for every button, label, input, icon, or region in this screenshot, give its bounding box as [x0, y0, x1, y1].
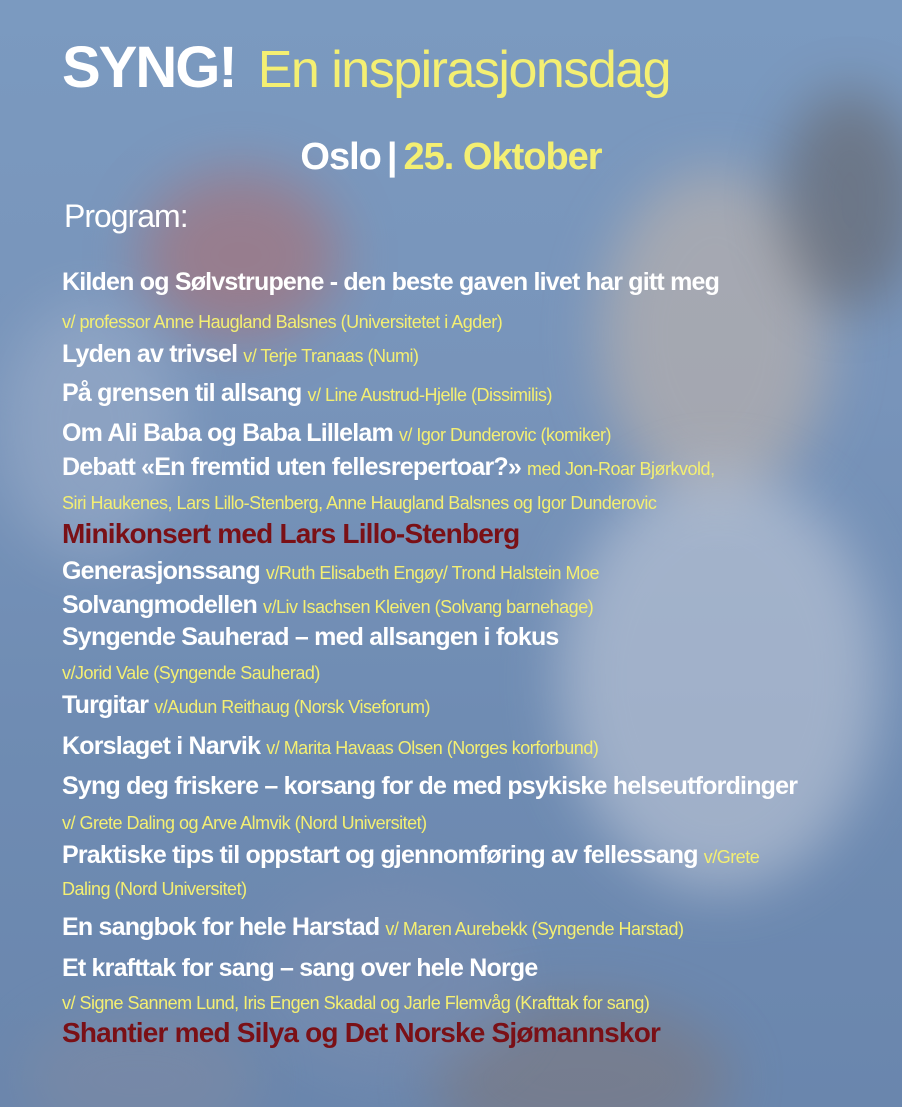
- program-item-speaker-line: [62, 493, 656, 514]
- title-subtitle: En inspirasjonsdag: [257, 41, 671, 99]
- separator: |: [386, 136, 398, 178]
- program-item-speaker: v/Ruth Elisabeth Engøy/ Trond Halstein Moe: [265, 563, 599, 583]
- program-item-highlight: [62, 1017, 660, 1049]
- program-item: [62, 954, 537, 983]
- program-item: [62, 453, 715, 482]
- program-item-speaker: v/Liv Isachsen Kleiven (Solvang barnehage): [262, 597, 594, 617]
- program-item-speaker: med Jon-Roar Bjørkvold,: [527, 459, 715, 479]
- program-item-title: Lyden av trivsel: [62, 340, 238, 368]
- program-item-speaker: v/ Marita Havaas Olsen (Norges korforbund): [266, 738, 599, 758]
- program-item-title: Shantier med Silya og Det Norske Sjømannskor: [62, 1017, 661, 1048]
- program-item: [62, 591, 593, 620]
- program-item: [62, 772, 797, 801]
- poster-title: [62, 34, 670, 101]
- program-item-speaker-line: [62, 312, 502, 333]
- program-item-title: Minikonsert med Lars Lillo-Stenberg: [62, 518, 520, 549]
- program-item-title: En sangbok for hele Harstad: [62, 913, 380, 941]
- program-item-speaker: Daling (Nord Universitet): [62, 879, 247, 899]
- program-item-title: Turgitar: [62, 691, 149, 719]
- program-item-title: Solvangmodellen: [62, 591, 257, 619]
- program-item-speaker: v/ professor Anne Haugland Balsnes (Universitetet i Agder): [62, 312, 503, 332]
- program-item-title: På grensen til allsang: [62, 379, 302, 407]
- program-item-speaker-line: [62, 993, 649, 1014]
- program-item-speaker-line: [62, 813, 427, 834]
- program-item-title: Praktiske tips til oppstart og gjennomføring av fellessang: [62, 841, 698, 869]
- program-item-speaker: v/Grete: [703, 847, 760, 867]
- program-item: [62, 340, 418, 369]
- program-item-title: Generasjonssang: [62, 557, 260, 585]
- program-heading: Program:: [64, 198, 188, 234]
- program-item-title: Debatt «En fremtid uten fellesrepertoar?»: [62, 453, 521, 481]
- title-main: SYNG!: [62, 35, 236, 100]
- program-item: [62, 913, 684, 942]
- program-item-speaker: v/ Maren Aurebekk (Syngende Harstad): [385, 919, 684, 939]
- program-item: [62, 419, 611, 448]
- program-item-speaker: v/ Terje Tranaas (Numi): [243, 346, 419, 366]
- program-item-speaker: Siri Haukenes, Lars Lillo-Stenberg, Anne Haugland Balsnes og Igor Dunderovic: [62, 493, 657, 513]
- event-location-date: [0, 136, 902, 179]
- program-item-title: Korslaget i Narvik: [62, 732, 261, 760]
- program-item-speaker: v/Jorid Vale (Syngende Sauherad): [62, 663, 320, 683]
- program-item-speaker: v/Audun Reithaug (Norsk Viseforum): [154, 697, 431, 717]
- program-item: [62, 841, 759, 870]
- program-item: [62, 268, 719, 297]
- program-item-highlight: [62, 518, 519, 550]
- event-date: 25. Oktober: [403, 136, 602, 178]
- program-item-speaker-line: [62, 663, 320, 684]
- program-item-speaker: v/ Signe Sannem Lund, Iris Engen Skadal og Jarle Flemvåg (Krafttak for sang): [62, 993, 650, 1013]
- program-item: [62, 379, 552, 408]
- program-item-title: Et krafttak for sang – sang over hele Norge: [62, 954, 538, 982]
- program-item-title: Kilden og Sølvstrupene - den beste gaven livet har gitt meg: [62, 268, 720, 296]
- program-item-speaker: v/ Grete Daling og Arve Almvik (Nord Universitet): [62, 813, 427, 833]
- program-item: [62, 557, 599, 586]
- program-item: [62, 732, 598, 761]
- program-item-speaker-line: [62, 879, 247, 900]
- program-item: [62, 691, 430, 720]
- program-item-title: Syng deg friskere – korsang for de med psykiske helseutfordinger: [62, 772, 798, 800]
- program-item: [62, 623, 559, 652]
- program-item-title: Syngende Sauherad – med allsangen i fokus: [62, 623, 559, 651]
- program-item-title: Om Ali Baba og Baba Lillelam: [62, 419, 393, 447]
- program-item-speaker: v/ Line Austrud-Hjelle (Dissimilis): [307, 385, 553, 405]
- program-item-speaker: v/ Igor Dunderovic (komiker): [398, 425, 611, 445]
- event-city: Oslo: [300, 136, 381, 178]
